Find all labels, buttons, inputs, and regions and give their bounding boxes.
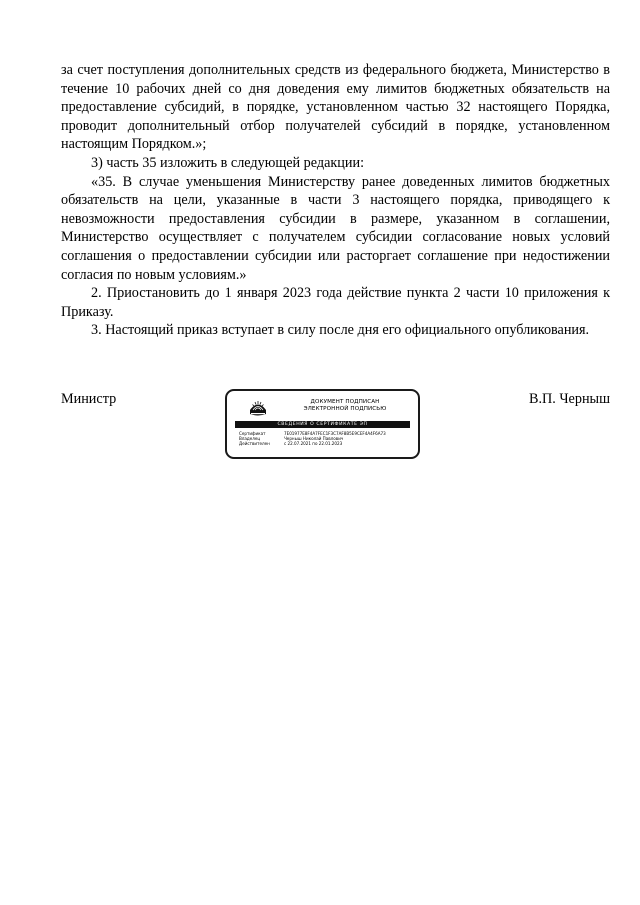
stamp-validity-row (239, 441, 414, 446)
electronic-signature-stamp (225, 389, 420, 459)
coat-of-arms-icon (247, 397, 269, 419)
stamp-title-line2: ЭЛЕКТРОННОЙ ПОДПИСЬЮ (303, 405, 387, 412)
paragraph-item-3: 3) часть 35 изложить в следующей редакции: (91, 154, 365, 171)
stamp-validity-value: с 22.07.2021 по 22.01.2023 (284, 441, 343, 447)
paragraph-part-35: «35. В случае уменьшения Министерству ранее доведенных лимитов бюджетных обязательств на цели, указанные в части 3 настоящего порядка, приводящего к невозможности предоставления субсидии в размере, указанном в соглашении, Министерство осуществляет с получателем субсидии согласование новых условий соглашения о предоставлении субсидии или расторгает соглашение при недостижении согласия по новым условиям.» (61, 173, 610, 283)
stamp-certificate-value: 7E01977E8F4A7FEC1F3C7AF8B5E9CEF4A4F6A73 (284, 431, 386, 436)
stamp-details (239, 431, 414, 447)
paragraph-clause-2: 2. Приостановить до 1 января 2023 года действие пункта 2 части 10 приложения к Приказу. (61, 285, 610, 320)
stamp-title (275, 399, 415, 412)
document-body (61, 61, 610, 340)
stamp-owner-label: Владелец (239, 436, 261, 442)
stamp-owner-value: Черныш Николай Павлович (284, 436, 344, 442)
signatory-position: Министр (61, 391, 117, 407)
stamp-certificate-label: Сертификат (239, 431, 266, 436)
stamp-certificate-header: СВЕДЕНИЯ О СЕРТИФИКАТЕ ЭП (235, 421, 410, 428)
stamp-title-line1: ДОКУМЕНТ ПОДПИСАН (310, 399, 380, 405)
signatory-name: В.П. Черныш (528, 391, 610, 407)
stamp-validity-label: Действителен (239, 441, 270, 447)
paragraph-continuation: за счет поступления дополнительных средств из федерального бюджета, Министерство в течение 10 рабочих дней со дня доведения ему лимитов бюджетных обязательств на предоставление субсидий, в порядке, установленном частью 32 настоящего Порядка, проводит дополнительный отбор получателей субсидий в порядке, установленном настоящим Порядком.»; (61, 62, 610, 153)
signature-block (0, 389, 640, 469)
paragraph-clause-3: 3. Настоящий приказ вступает в силу после дня его официального опубликования. (91, 322, 590, 339)
